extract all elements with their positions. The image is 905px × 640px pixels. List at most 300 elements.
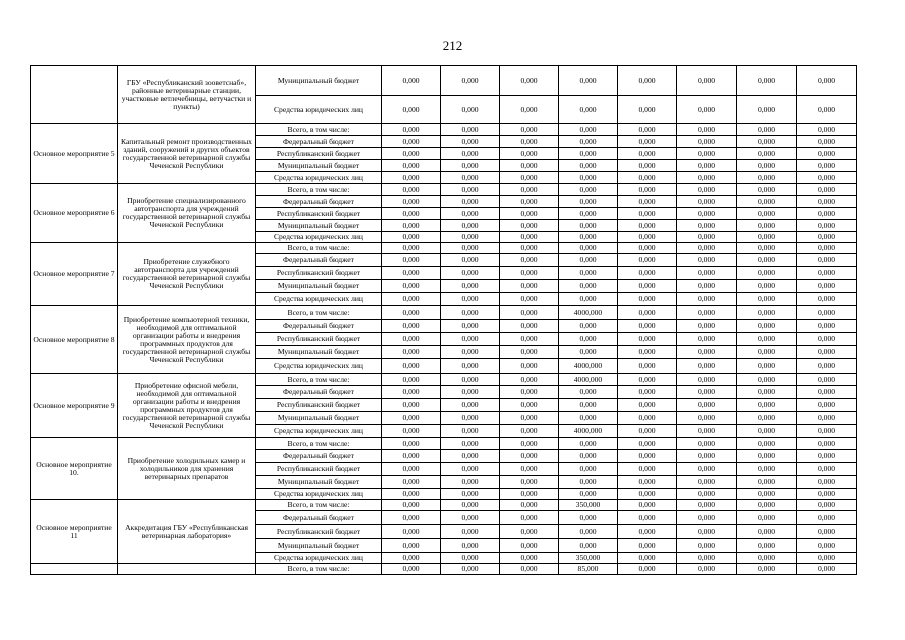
activity-number-cell: Основное мероприятие 7 [31, 243, 118, 306]
amount-cell: 0,000 [559, 412, 618, 425]
amount-cell: 0,000 [382, 232, 441, 243]
amount-cell: 0,000 [797, 450, 857, 463]
funding-source-cell: Республиканский бюджет [256, 399, 382, 412]
amount-cell: 0,000 [382, 500, 441, 511]
amount-cell: 0,000 [797, 511, 857, 525]
amount-cell: 0,000 [382, 476, 441, 489]
amount-cell: 0,000 [500, 320, 559, 333]
amount-cell: 0,000 [559, 243, 618, 254]
amount-cell: 0,000 [618, 511, 677, 525]
funding-source-cell: Всего, в том числе: [256, 374, 382, 386]
amount-cell: 0,000 [737, 320, 797, 333]
amount-cell: 0,000 [737, 243, 797, 254]
amount-cell: 0,000 [677, 96, 737, 124]
amount-cell: 0,000 [382, 124, 441, 136]
amount-cell: 0,000 [677, 359, 737, 374]
amount-cell: 0,000 [559, 160, 618, 172]
amount-cell: 0,000 [382, 463, 441, 476]
amount-cell: 0,000 [677, 267, 737, 280]
amount-cell: 0,000 [618, 399, 677, 412]
amount-cell: 0,000 [677, 243, 737, 254]
amount-cell: 0,000 [737, 553, 797, 564]
amount-cell: 0,000 [797, 438, 857, 450]
amount-cell: 0,000 [382, 172, 441, 184]
amount-cell: 0,000 [797, 386, 857, 399]
funding-source-cell: Республиканский бюджет [256, 208, 382, 220]
amount-cell: 0,000 [559, 96, 618, 124]
amount-cell: 0,000 [797, 293, 857, 306]
amount-cell: 0,000 [737, 489, 797, 500]
amount-cell: 0,000 [677, 184, 737, 196]
amount-cell: 0,000 [441, 374, 500, 386]
amount-cell: 0,000 [441, 412, 500, 425]
amount-cell: 0,000 [677, 172, 737, 184]
amount-cell: 0,000 [441, 489, 500, 500]
activity-number-cell: Основное мероприятие 6 [31, 184, 118, 243]
amount-cell: 0,000 [559, 539, 618, 553]
amount-cell: 0,000 [500, 293, 559, 306]
amount-cell: 0,000 [677, 500, 737, 511]
amount-cell: 0,000 [737, 425, 797, 438]
funding-source-cell: Федеральный бюджет [256, 254, 382, 267]
amount-cell: 0,000 [797, 463, 857, 476]
amount-cell: 0,000 [618, 267, 677, 280]
amount-cell: 0,000 [797, 374, 857, 386]
amount-cell: 0,000 [500, 124, 559, 136]
amount-cell: 0,000 [677, 232, 737, 243]
amount-cell: 0,000 [797, 280, 857, 293]
amount-cell: 0,000 [618, 160, 677, 172]
funding-source-cell: Средства юридических лиц [256, 293, 382, 306]
amount-cell: 0,000 [559, 267, 618, 280]
amount-cell: 0,000 [618, 254, 677, 267]
amount-cell: 0,000 [559, 476, 618, 489]
amount-cell: 0,000 [797, 124, 857, 136]
amount-cell: 0,000 [797, 333, 857, 346]
funding-source-cell: Федеральный бюджет [256, 511, 382, 525]
amount-cell: 0,000 [500, 333, 559, 346]
amount-cell: 0,000 [559, 346, 618, 359]
amount-cell: 0,000 [797, 243, 857, 254]
amount-cell: 0,000 [441, 254, 500, 267]
amount-cell: 0,000 [559, 399, 618, 412]
amount-cell: 0,000 [618, 124, 677, 136]
amount-cell: 0,000 [559, 293, 618, 306]
amount-cell: 0,000 [382, 306, 441, 320]
amount-cell: 0,000 [382, 553, 441, 564]
amount-cell: 0,000 [559, 232, 618, 243]
funding-source-cell: Всего, в том числе: [256, 564, 382, 575]
amount-cell: 0,000 [677, 293, 737, 306]
activity-description-cell: Капитальный ремонт производственных зданий, сооружений и других объектов государственной ветеринарной службы Чеченской Республики [118, 124, 256, 184]
amount-cell: 0,000 [797, 66, 857, 96]
amount-cell: 0,000 [441, 525, 500, 539]
amount-cell: 350,000 [559, 500, 618, 511]
amount-cell: 0,000 [441, 243, 500, 254]
funding-source-cell: Всего, в том числе: [256, 500, 382, 511]
amount-cell: 0,000 [500, 539, 559, 553]
activity-description-cell [118, 564, 256, 575]
amount-cell: 0,000 [737, 386, 797, 399]
activity-description-cell: Приобретение специализированного автотранспорта для учреждений государственной ветеринарной службы Чеченской Республики [118, 184, 256, 243]
amount-cell: 0,000 [382, 196, 441, 208]
amount-cell: 0,000 [559, 525, 618, 539]
amount-cell: 0,000 [382, 412, 441, 425]
amount-cell: 0,000 [677, 463, 737, 476]
amount-cell: 0,000 [797, 196, 857, 208]
amount-cell: 0,000 [737, 293, 797, 306]
amount-cell: 85,000 [559, 564, 618, 575]
amount-cell: 0,000 [618, 564, 677, 575]
amount-cell: 0,000 [441, 553, 500, 564]
funding-source-cell: Всего, в том числе: [256, 306, 382, 320]
amount-cell: 0,000 [618, 293, 677, 306]
amount-cell: 0,000 [382, 220, 441, 232]
amount-cell: 0,000 [441, 359, 500, 374]
amount-cell: 0,000 [382, 96, 441, 124]
amount-cell: 0,000 [500, 66, 559, 96]
page-number: 212 [442, 38, 463, 53]
amount-cell: 0,000 [797, 489, 857, 500]
amount-cell: 0,000 [559, 438, 618, 450]
amount-cell: 0,000 [441, 438, 500, 450]
amount-cell: 0,000 [677, 136, 737, 148]
amount-cell: 0,000 [677, 148, 737, 160]
amount-cell: 0,000 [559, 172, 618, 184]
amount-cell: 0,000 [797, 306, 857, 320]
amount-cell: 0,000 [441, 96, 500, 124]
amount-cell: 0,000 [618, 359, 677, 374]
funding-source-cell: Республиканский бюджет [256, 148, 382, 160]
amount-cell: 0,000 [797, 96, 857, 124]
amount-cell: 0,000 [618, 500, 677, 511]
amount-cell: 0,000 [441, 148, 500, 160]
funding-source-cell: Республиканский бюджет [256, 267, 382, 280]
amount-cell: 0,000 [559, 66, 618, 96]
amount-cell: 0,000 [441, 450, 500, 463]
amount-cell: 0,000 [559, 511, 618, 525]
amount-cell: 0,000 [500, 553, 559, 564]
amount-cell: 0,000 [618, 374, 677, 386]
amount-cell: 0,000 [441, 66, 500, 96]
amount-cell: 0,000 [677, 280, 737, 293]
amount-cell: 0,000 [737, 148, 797, 160]
funding-source-cell: Муниципальный бюджет [256, 346, 382, 359]
amount-cell: 0,000 [500, 280, 559, 293]
table-row [31, 124, 857, 136]
amount-cell: 0,000 [677, 320, 737, 333]
activity-number-cell: Основное мероприятие 10. [31, 438, 118, 500]
funding-source-cell: Всего, в том числе: [256, 124, 382, 136]
amount-cell: 0,000 [677, 160, 737, 172]
amount-cell: 0,000 [559, 333, 618, 346]
amount-cell: 0,000 [441, 386, 500, 399]
funding-source-cell: Муниципальный бюджет [256, 66, 382, 96]
amount-cell: 0,000 [500, 489, 559, 500]
amount-cell: 0,000 [500, 306, 559, 320]
amount-cell: 0,000 [441, 208, 500, 220]
amount-cell: 0,000 [441, 232, 500, 243]
amount-cell: 0,000 [737, 359, 797, 374]
table-row [31, 564, 857, 575]
amount-cell: 0,000 [500, 412, 559, 425]
amount-cell: 0,000 [797, 136, 857, 148]
amount-cell: 0,000 [382, 208, 441, 220]
amount-cell: 0,000 [382, 359, 441, 374]
funding-source-cell: Всего, в том числе: [256, 243, 382, 254]
amount-cell: 0,000 [441, 184, 500, 196]
amount-cell: 0,000 [618, 333, 677, 346]
amount-cell: 0,000 [500, 425, 559, 438]
funding-source-cell: Муниципальный бюджет [256, 160, 382, 172]
amount-cell: 0,000 [382, 280, 441, 293]
amount-cell: 0,000 [559, 124, 618, 136]
amount-cell: 0,000 [500, 232, 559, 243]
funding-source-cell: Всего, в том числе: [256, 184, 382, 196]
table-row [31, 184, 857, 196]
amount-cell: 0,000 [500, 346, 559, 359]
amount-cell: 0,000 [441, 476, 500, 489]
amount-cell: 0,000 [737, 564, 797, 575]
amount-cell: 4000,000 [559, 359, 618, 374]
funding-source-cell: Средства юридических лиц [256, 359, 382, 374]
funding-source-cell: Муниципальный бюджет [256, 476, 382, 489]
amount-cell: 0,000 [677, 525, 737, 539]
amount-cell: 0,000 [618, 386, 677, 399]
amount-cell: 0,000 [797, 208, 857, 220]
amount-cell: 0,000 [737, 184, 797, 196]
amount-cell: 0,000 [500, 500, 559, 511]
amount-cell: 0,000 [677, 220, 737, 232]
amount-cell: 0,000 [618, 489, 677, 500]
amount-cell: 0,000 [737, 208, 797, 220]
funding-source-cell: Республиканский бюджет [256, 463, 382, 476]
amount-cell: 0,000 [559, 450, 618, 463]
amount-cell: 0,000 [618, 172, 677, 184]
amount-cell: 0,000 [677, 346, 737, 359]
amount-cell: 0,000 [677, 489, 737, 500]
amount-cell: 0,000 [677, 539, 737, 553]
amount-cell: 0,000 [441, 220, 500, 232]
amount-cell: 0,000 [737, 450, 797, 463]
amount-cell: 4000,000 [559, 425, 618, 438]
amount-cell: 0,000 [382, 148, 441, 160]
amount-cell: 0,000 [500, 476, 559, 489]
amount-cell: 0,000 [677, 208, 737, 220]
activity-number-cell: Основное мероприятие 8 [31, 306, 118, 374]
activity-number-cell [31, 564, 118, 575]
amount-cell: 0,000 [737, 399, 797, 412]
amount-cell: 0,000 [500, 254, 559, 267]
amount-cell: 0,000 [677, 254, 737, 267]
amount-cell: 0,000 [677, 306, 737, 320]
amount-cell: 0,000 [500, 450, 559, 463]
amount-cell: 350,000 [559, 553, 618, 564]
amount-cell: 0,000 [797, 359, 857, 374]
amount-cell: 0,000 [618, 243, 677, 254]
amount-cell: 0,000 [737, 280, 797, 293]
amount-cell: 0,000 [797, 425, 857, 438]
amount-cell: 0,000 [737, 306, 797, 320]
amount-cell: 0,000 [500, 148, 559, 160]
funding-source-cell: Средства юридических лиц [256, 553, 382, 564]
budget-table [30, 65, 857, 575]
amount-cell: 0,000 [677, 511, 737, 525]
amount-cell: 0,000 [737, 136, 797, 148]
amount-cell: 0,000 [559, 280, 618, 293]
funding-source-cell: Муниципальный бюджет [256, 539, 382, 553]
amount-cell: 0,000 [618, 438, 677, 450]
funding-source-cell: Средства юридических лиц [256, 232, 382, 243]
amount-cell: 0,000 [500, 243, 559, 254]
amount-cell: 0,000 [737, 196, 797, 208]
activity-description-cell: Аккредитация ГБУ «Республиканская ветеринарная лаборатория» [118, 500, 256, 564]
amount-cell: 0,000 [737, 267, 797, 280]
table-row [31, 374, 857, 386]
amount-cell: 0,000 [797, 500, 857, 511]
amount-cell: 0,000 [441, 463, 500, 476]
amount-cell: 0,000 [441, 539, 500, 553]
amount-cell: 0,000 [500, 438, 559, 450]
amount-cell: 0,000 [382, 320, 441, 333]
amount-cell: 0,000 [441, 280, 500, 293]
amount-cell: 0,000 [559, 136, 618, 148]
amount-cell: 0,000 [441, 293, 500, 306]
amount-cell: 0,000 [441, 500, 500, 511]
amount-cell: 0,000 [618, 525, 677, 539]
funding-source-cell: Федеральный бюджет [256, 136, 382, 148]
amount-cell: 0,000 [618, 450, 677, 463]
amount-cell: 0,000 [797, 184, 857, 196]
amount-cell: 0,000 [737, 511, 797, 525]
amount-cell: 0,000 [382, 136, 441, 148]
amount-cell: 0,000 [677, 476, 737, 489]
funding-source-cell: Федеральный бюджет [256, 450, 382, 463]
amount-cell: 0,000 [500, 511, 559, 525]
amount-cell: 0,000 [677, 386, 737, 399]
amount-cell: 0,000 [500, 184, 559, 196]
amount-cell: 0,000 [797, 267, 857, 280]
table-row [31, 243, 857, 254]
amount-cell: 0,000 [382, 525, 441, 539]
amount-cell: 0,000 [677, 553, 737, 564]
amount-cell: 0,000 [737, 539, 797, 553]
amount-cell: 0,000 [441, 172, 500, 184]
amount-cell: 0,000 [677, 399, 737, 412]
amount-cell: 0,000 [618, 220, 677, 232]
amount-cell: 0,000 [382, 243, 441, 254]
amount-cell: 0,000 [382, 66, 441, 96]
amount-cell: 0,000 [500, 96, 559, 124]
amount-cell: 0,000 [677, 124, 737, 136]
amount-cell: 0,000 [797, 476, 857, 489]
amount-cell: 0,000 [737, 374, 797, 386]
amount-cell: 0,000 [737, 525, 797, 539]
amount-cell: 0,000 [441, 346, 500, 359]
amount-cell: 0,000 [382, 346, 441, 359]
amount-cell: 0,000 [559, 254, 618, 267]
amount-cell: 0,000 [500, 267, 559, 280]
activity-number-cell: Основное мероприятие 11 [31, 500, 118, 564]
amount-cell: 0,000 [382, 374, 441, 386]
amount-cell: 0,000 [559, 148, 618, 160]
amount-cell: 0,000 [500, 172, 559, 184]
funding-source-cell: Муниципальный бюджет [256, 280, 382, 293]
amount-cell: 0,000 [382, 386, 441, 399]
amount-cell: 0,000 [500, 208, 559, 220]
amount-cell: 0,000 [382, 450, 441, 463]
amount-cell: 0,000 [382, 425, 441, 438]
amount-cell: 0,000 [677, 564, 737, 575]
amount-cell: 0,000 [559, 489, 618, 500]
amount-cell: 0,000 [382, 564, 441, 575]
funding-source-cell: Федеральный бюджет [256, 386, 382, 399]
amount-cell: 0,000 [618, 208, 677, 220]
activity-description-cell: Приобретение компьютерной техники, необходимой для оптимальной организации работы и внедрения программных продуктов для государственной ветеринарной службы Чеченской Республики [118, 306, 256, 374]
amount-cell: 0,000 [618, 463, 677, 476]
amount-cell: 0,000 [797, 320, 857, 333]
activity-number-cell: Основное мероприятие 9 [31, 374, 118, 438]
amount-cell: 0,000 [797, 539, 857, 553]
amount-cell: 0,000 [677, 450, 737, 463]
amount-cell: 0,000 [441, 333, 500, 346]
amount-cell: 0,000 [797, 232, 857, 243]
amount-cell: 0,000 [677, 333, 737, 346]
amount-cell: 0,000 [500, 359, 559, 374]
amount-cell: 0,000 [559, 463, 618, 476]
amount-cell: 4000,000 [559, 374, 618, 386]
activity-number-cell [31, 66, 118, 124]
amount-cell: 0,000 [441, 425, 500, 438]
amount-cell: 0,000 [382, 293, 441, 306]
amount-cell: 0,000 [500, 196, 559, 208]
amount-cell: 0,000 [737, 254, 797, 267]
amount-cell: 0,000 [441, 320, 500, 333]
funding-source-cell: Средства юридических лиц [256, 425, 382, 438]
amount-cell: 0,000 [500, 386, 559, 399]
amount-cell: 0,000 [797, 254, 857, 267]
amount-cell: 0,000 [382, 399, 441, 412]
activity-description-cell: ГБУ «Республиканский зооветснаб», районные ветеринарные станции, участковые ветлечебницы, ветучастки и пункты) [118, 66, 256, 124]
activity-description-cell: Приобретение офисной мебели, необходимой для оптимальной организации работы и внедрения программных продуктов для государственной ветеринарной службы Чеченской Республики [118, 374, 256, 438]
amount-cell: 0,000 [677, 412, 737, 425]
amount-cell: 0,000 [797, 220, 857, 232]
amount-cell: 0,000 [737, 220, 797, 232]
amount-cell: 0,000 [677, 66, 737, 96]
activity-number-cell: Основное мероприятие 5 [31, 124, 118, 184]
funding-source-cell: Муниципальный бюджет [256, 220, 382, 232]
amount-cell: 0,000 [382, 539, 441, 553]
amount-cell: 0,000 [737, 463, 797, 476]
amount-cell: 0,000 [797, 525, 857, 539]
amount-cell: 0,000 [441, 124, 500, 136]
funding-source-cell: Средства юридических лиц [256, 172, 382, 184]
amount-cell: 0,000 [677, 374, 737, 386]
amount-cell: 0,000 [382, 184, 441, 196]
amount-cell: 0,000 [737, 438, 797, 450]
amount-cell: 0,000 [618, 148, 677, 160]
amount-cell: 0,000 [737, 346, 797, 359]
table-row [31, 66, 857, 96]
activity-description-cell: Приобретение холодильных камер и холодильников для хранения ветеринарных препаратов [118, 438, 256, 500]
amount-cell: 0,000 [382, 489, 441, 500]
amount-cell: 0,000 [797, 160, 857, 172]
amount-cell: 0,000 [382, 511, 441, 525]
funding-source-cell: Федеральный бюджет [256, 196, 382, 208]
amount-cell: 0,000 [500, 525, 559, 539]
amount-cell: 0,000 [618, 425, 677, 438]
table-row [31, 438, 857, 450]
